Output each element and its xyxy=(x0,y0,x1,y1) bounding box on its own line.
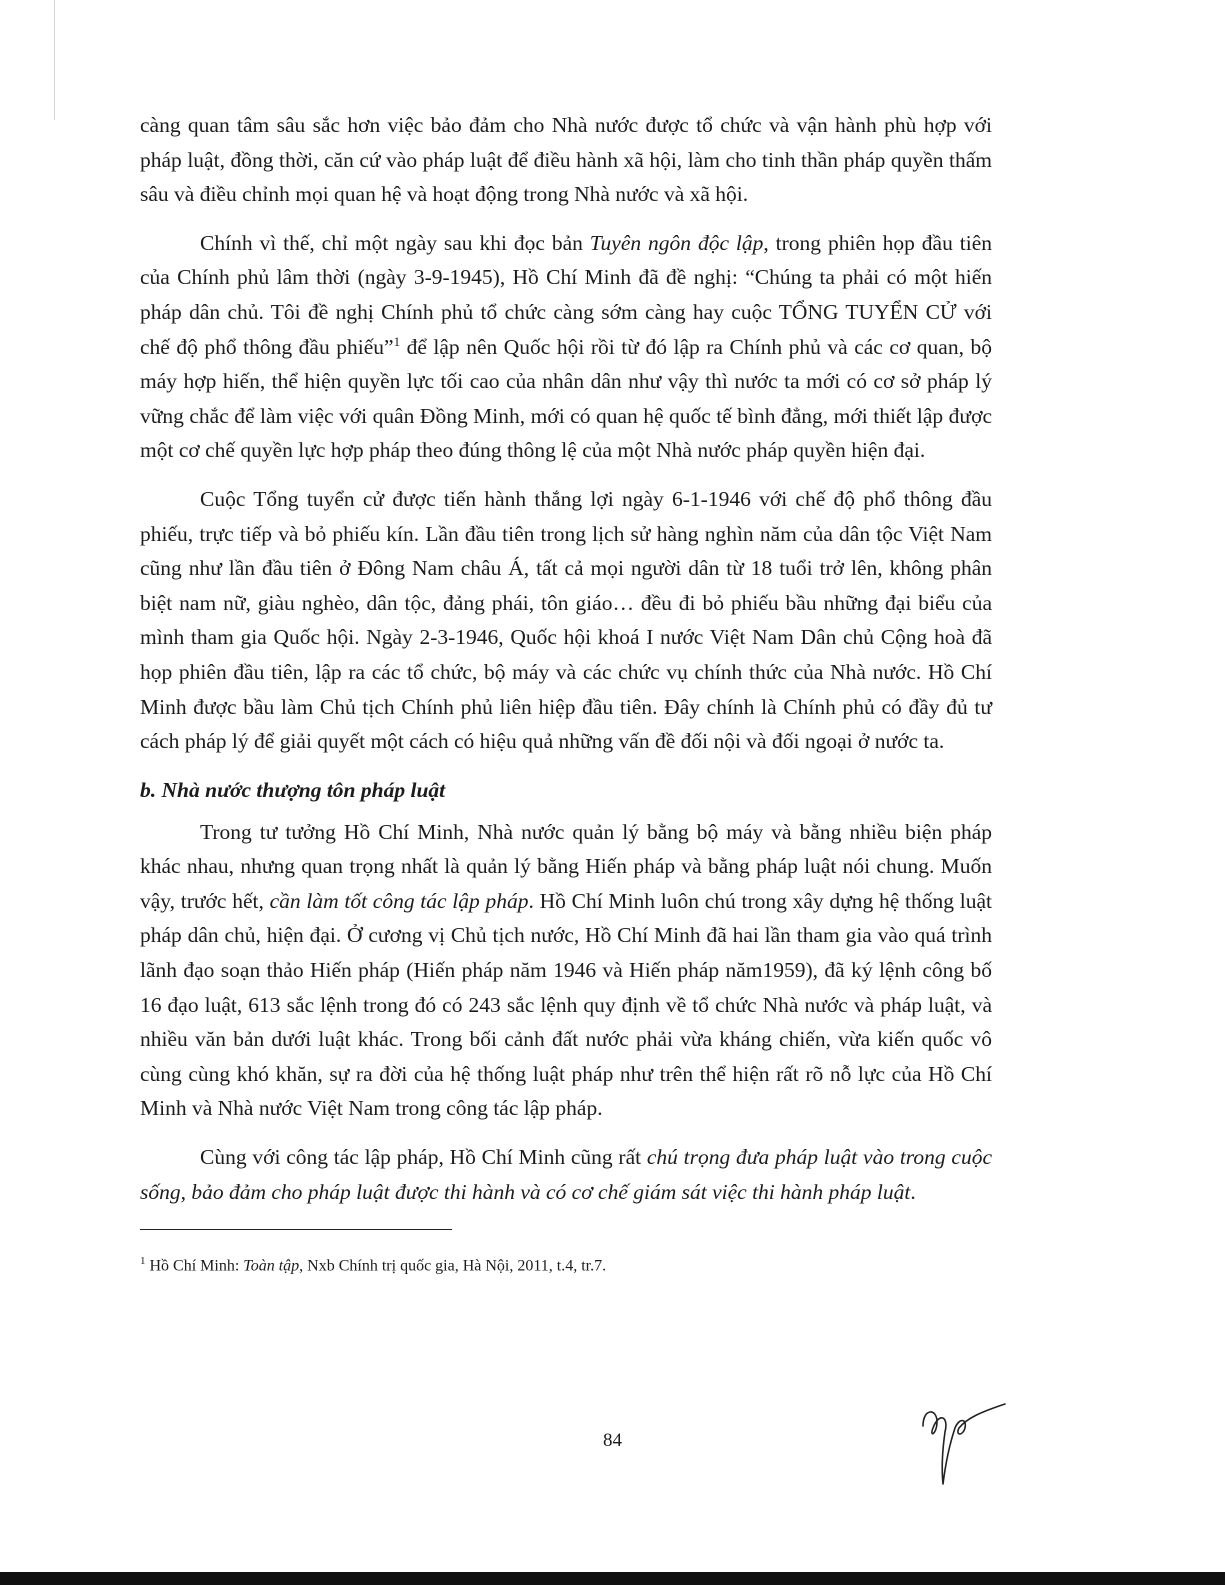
section-heading: b. Nhà nước thượng tôn pháp luật xyxy=(140,777,446,802)
paragraph-4-italic: cần làm tốt công tác lập pháp xyxy=(269,888,529,913)
document-page-body xyxy=(140,108,992,1278)
footnote-publication: , Nxb Chính trị quốc gia, Hà Nội, 2011, t.4, tr.7. xyxy=(299,1257,607,1275)
footnote-divider xyxy=(140,1229,452,1230)
footnote xyxy=(140,1250,992,1277)
footnote-author: Hồ Chí Minh: xyxy=(145,1257,244,1275)
paragraph-5-italic: chú trọng đưa pháp luật vào trong cuộc sống, bảo đảm cho pháp luật được thi hành và có cơ chế giám sát việc thi hành pháp luật xyxy=(140,1145,992,1204)
footnote-marker: 1 xyxy=(140,1255,146,1268)
footnote-reference[interactable]: 1 xyxy=(393,333,401,349)
paragraph-2-text-c: để lập nên Quốc hội rồi từ đó lập ra Chính phủ và các cơ quan, bộ máy hợp hiến, thể hiện quyền lực tối cao của nhân dân như vậy thì nước ta mới có cơ sở pháp lý vững chắc để làm việc với quân Đồng Minh, mới có quan hệ quốc tế bình đẳng, mới thiết lập được một cơ chế quyền lực hợp pháp theo đúng thông lệ của một Nhà nước pháp quyền hiện đại. xyxy=(140,334,992,463)
paragraph-5 xyxy=(140,1140,992,1209)
paragraph-4-text-a: Trong tư tưởng Hồ Chí Minh, Nhà nước quản lý bằng bộ máy và bằng nhiều biện pháp khác nhau, nhưng quan trọng nhất là quản lý bằng Hiến pháp và bằng pháp luật nói chung. Muốn vậy, trước hết, xyxy=(140,819,992,913)
paragraph-5-text-a: Cùng với công tác lập pháp, Hồ Chí Minh cũng rất xyxy=(200,1145,647,1170)
paragraph-3 xyxy=(140,482,992,759)
paragraph-3-text: Cuộc Tổng tuyển cử được tiến hành thắng lợi ngày 6-1-1946 với chế độ phổ thông đầu phiếu, trực tiếp và bỏ phiếu kín. Lần đầu tiên trong lịch sử hàng nghìn năm của dân tộc Việt Nam cũng như lần đầu tiên ở Đông Nam châu Á, tất cả mọi người dân từ 18 tuổi trở lên, không phân biệt nam nữ, giàu nghèo, dân tộc, đảng phái, tôn giáo… đều đi bỏ phiếu bầu những đại biểu của mình tham gia Quốc hội. Ngày 2-3-1946, Quốc hội khoá I nước Việt Nam Dân chủ Cộng hoà đã họp phiên đầu tiên, lập ra các tổ chức, bộ máy và các chức vụ chính thức của Nhà nước. Hồ Chí Minh được bầu làm Chủ tịch Chính phủ liên hiệp đầu tiên. Đây chính là Chính phủ có đầy đủ tư cách pháp lý để giải quyết một cách có hiệu quả những vấn đề đối nội và đối ngoại ở nước ta. xyxy=(140,486,992,754)
paragraph-4-text-b: . Hồ Chí Minh luôn chú trong xây dựng hệ thống luật pháp dân chủ, hiện đại. Ở cương vị Chủ tịch nước, Hồ Chí Minh đã hai lần tham gia vào quá trình lãnh đạo soạn thảo Hiến pháp (Hiến pháp năm 1946 và Hiến pháp năm1959), đã ký lệnh công bố 16 đạo luật, 613 sắc lệnh trong đó có 243 sắc lệnh quy định về tổ chức Nhà nước và pháp luật, và nhiều văn bản dưới luật khác. Trong bối cảnh đất nước phải vừa kháng chiến, vừa kiến quốc vô cùng cùng khó khăn, sự ra đời của hệ thống luật pháp như trên thể hiện rất rõ nỗ lực của Hồ Chí Minh và Nhà nước Việt Nam trong công tác lập pháp. xyxy=(140,888,992,1121)
paragraph-2-italic-title: Tuyên ngôn độc lập xyxy=(589,230,764,255)
scan-edge-line xyxy=(54,0,55,120)
paragraph-1 xyxy=(140,108,992,212)
scan-bottom-edge xyxy=(0,1572,1225,1585)
footnote-title: Toàn tập xyxy=(243,1257,300,1275)
paragraph-1-text: càng quan tâm sâu sắc hơn việc bảo đảm cho Nhà nước được tổ chức và vận hành phù hợp với pháp luật, đồng thời, căn cứ vào pháp luật để điều hành xã hội, làm cho tinh thần pháp quyền thấm sâu và điều chỉnh mọi quan hệ và hoạt động trong Nhà nước và xã hội. xyxy=(140,113,992,207)
paragraph-2-text-b: , trong phiên họp đầu tiên của Chính phủ lâm thời (ngày 3-9-1945), Hồ Chí Minh đã đề nghị: “Chúng ta phải có một hiến pháp dân chủ. Tôi đề nghị Chính phủ tổ chức càng sớm càng hay cuộc TỔNG TUYỂN CỬ với chế độ phổ thông đầu phiếu” xyxy=(140,230,993,359)
paragraph-2 xyxy=(140,226,992,468)
paragraph-2-text-a: Chính vì thế, chỉ một ngày sau khi đọc bản xyxy=(200,230,590,255)
paragraph-4 xyxy=(140,815,992,1126)
paragraph-5-text-b: . xyxy=(910,1179,916,1204)
page-number: 84 xyxy=(603,1430,622,1451)
handwritten-signature xyxy=(915,1398,1015,1490)
